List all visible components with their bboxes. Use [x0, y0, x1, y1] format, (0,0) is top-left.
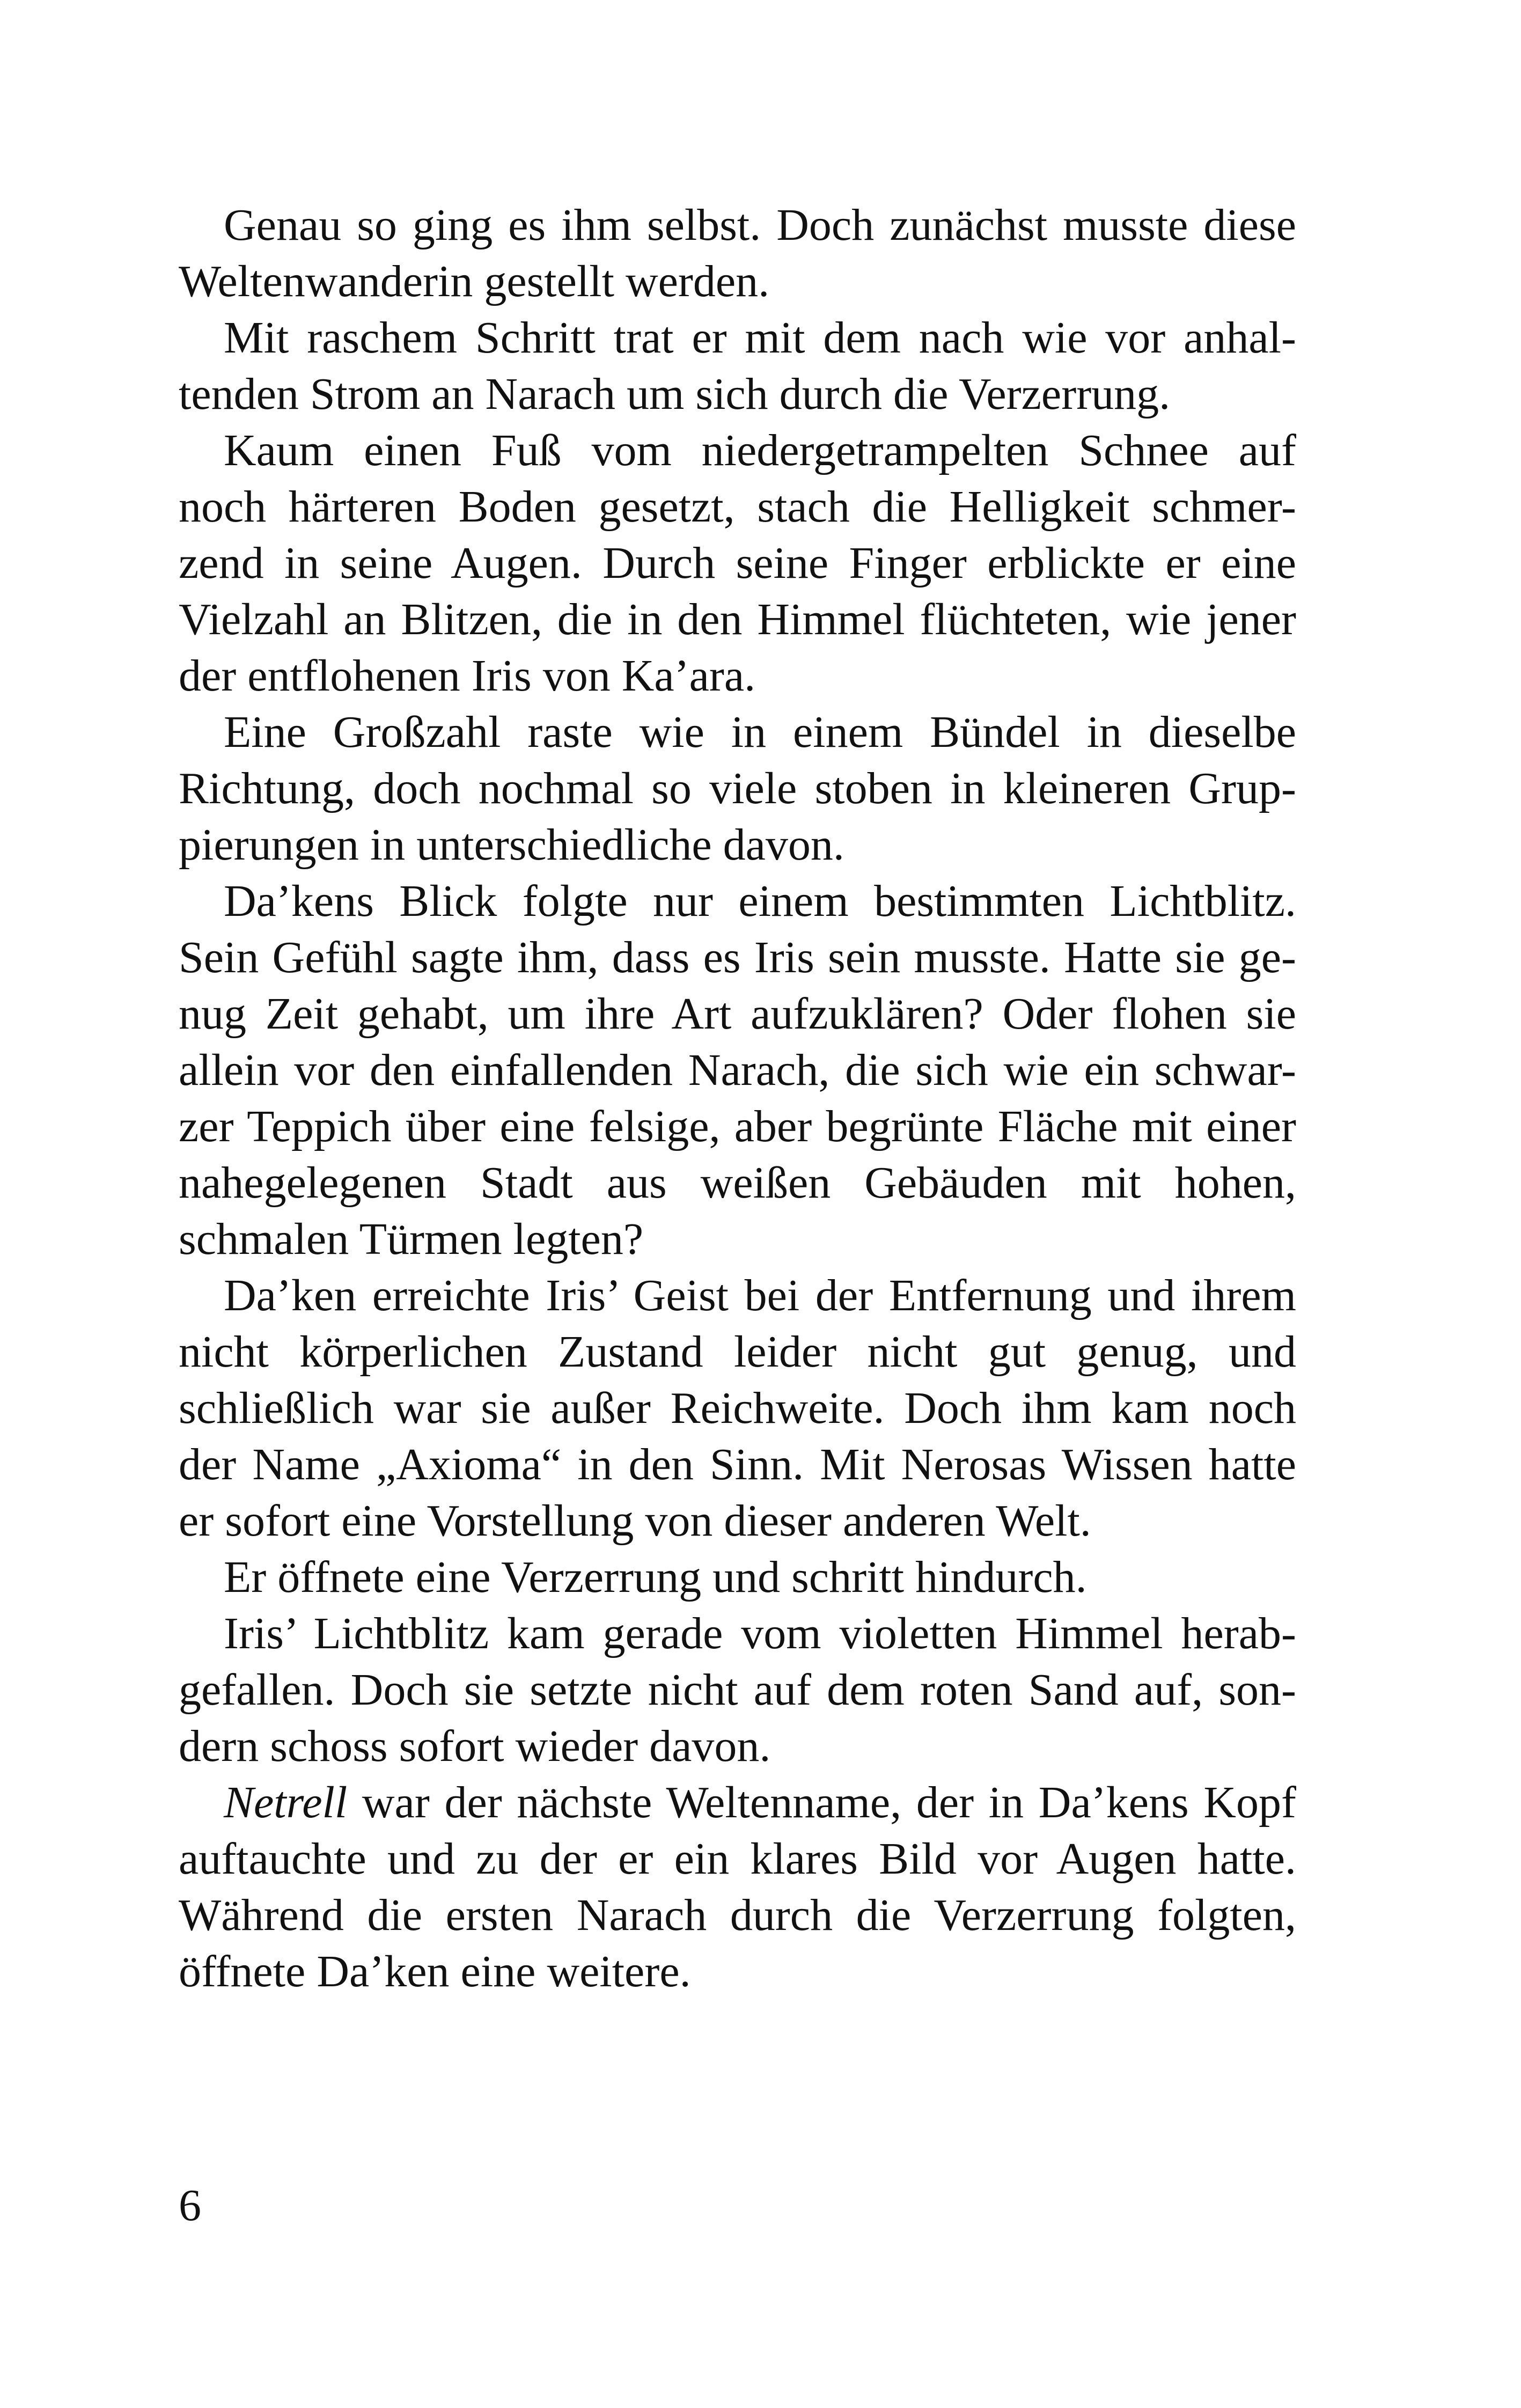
text-line: tenden Strom an Narach um sich durch die Verzerrung. — [179, 369, 1171, 419]
text-line: zend in seine Augen. Durch seine Finger erblickte er eine — [179, 538, 1296, 588]
text-line: dern schoss sofort wieder davon. — [179, 1721, 771, 1771]
text-line: Genau so ging es ihm selbst. Doch zunächst musste diese — [224, 200, 1296, 250]
paragraph — [179, 197, 1296, 310]
text-line: Da’kens Blick folgte nur einem bestimmten Lichtblitz. — [224, 876, 1296, 926]
text-line: schmalen Türmen legten? — [179, 1214, 644, 1264]
text-line: Iris’ Lichtblitz kam gerade vom violetten Himmel herab- — [224, 1609, 1296, 1658]
paragraph — [179, 310, 1296, 422]
body-text — [179, 197, 1296, 2000]
text-line: Sein Gefühl sagte ihm, dass es Iris sein musste. Hatte sie ge- — [179, 933, 1296, 982]
text-line: öffnete Da’ken eine weitere. — [179, 1947, 691, 1996]
text-line: der entflohenen Iris von Ka’ara. — [179, 651, 756, 701]
text-line: der Name „Axioma“ in den Sinn. Mit Nerosas Wissen hatte — [179, 1440, 1296, 1489]
text-line: Kaum einen Fuß vom niedergetrampelten Schnee auf — [224, 425, 1296, 475]
paragraph — [179, 1549, 1296, 1605]
text-line: allein vor den einfallenden Narach, die sich wie ein schwar- — [179, 1045, 1296, 1095]
text-line: nicht körperlichen Zustand leider nicht gut genug, und — [179, 1327, 1296, 1377]
text-line: noch härteren Boden gesetzt, stach die Helligkeit schmer- — [179, 482, 1296, 532]
paragraph — [179, 1267, 1296, 1549]
paragraph — [179, 873, 1296, 1267]
text-line: gefallen. Doch sie setzte nicht auf dem roten Sand auf, son- — [179, 1665, 1296, 1715]
text-line: zer Teppich über eine felsige, aber begrünte Fläche mit einer — [179, 1102, 1296, 1151]
text-line: Während die ersten Narach durch die Verzerrung folgten, — [179, 1890, 1296, 1940]
italic-world-name: Netrell — [224, 1778, 348, 1827]
text-line: Da’ken erreichte Iris’ Geist bei der Entfernung und ihrem — [224, 1271, 1296, 1320]
text-line: pierungen in unterschiedliche davon. — [179, 820, 844, 870]
paragraph — [179, 422, 1296, 704]
text-line: er sofort eine Vorstellung von dieser anderen Welt. — [179, 1496, 1091, 1546]
paragraph — [179, 704, 1296, 873]
text-line: nahegelegenen Stadt aus weißen Gebäuden mit hohen, — [179, 1158, 1296, 1208]
text-line: auftauchte und zu der er ein klares Bild vor Augen hatte. — [179, 1834, 1296, 1884]
page-number: 6 — [179, 2181, 201, 2230]
text-line: schließlich war sie außer Reichweite. Doch ihm kam noch — [179, 1383, 1296, 1433]
text-line: nug Zeit gehabt, um ihre Art aufzuklären? Oder flohen sie — [179, 989, 1296, 1039]
text-line: Eine Großzahl raste wie in einem Bündel in dieselbe — [224, 707, 1296, 757]
text-line: Mit raschem Schritt trat er mit dem nach wie vor anhal- — [224, 313, 1296, 363]
paragraph — [179, 1605, 1296, 1774]
text-line — [179, 1774, 1296, 1831]
text-line: Er öffnete eine Verzerrung und schritt hindurch. — [224, 1552, 1087, 1602]
text-line: Weltenwanderin gestellt werden. — [179, 256, 770, 306]
text-line: Richtung, doch nochmal so viele stoben in kleineren Grup- — [179, 763, 1296, 813]
paragraph — [179, 1774, 1296, 2000]
text-line-rest: war der nächste Weltenname, der in Da’kens Kopf — [347, 1778, 1296, 1827]
text-line: Vielzahl an Blitzen, die in den Himmel flüchteten, wie jener — [179, 594, 1296, 644]
